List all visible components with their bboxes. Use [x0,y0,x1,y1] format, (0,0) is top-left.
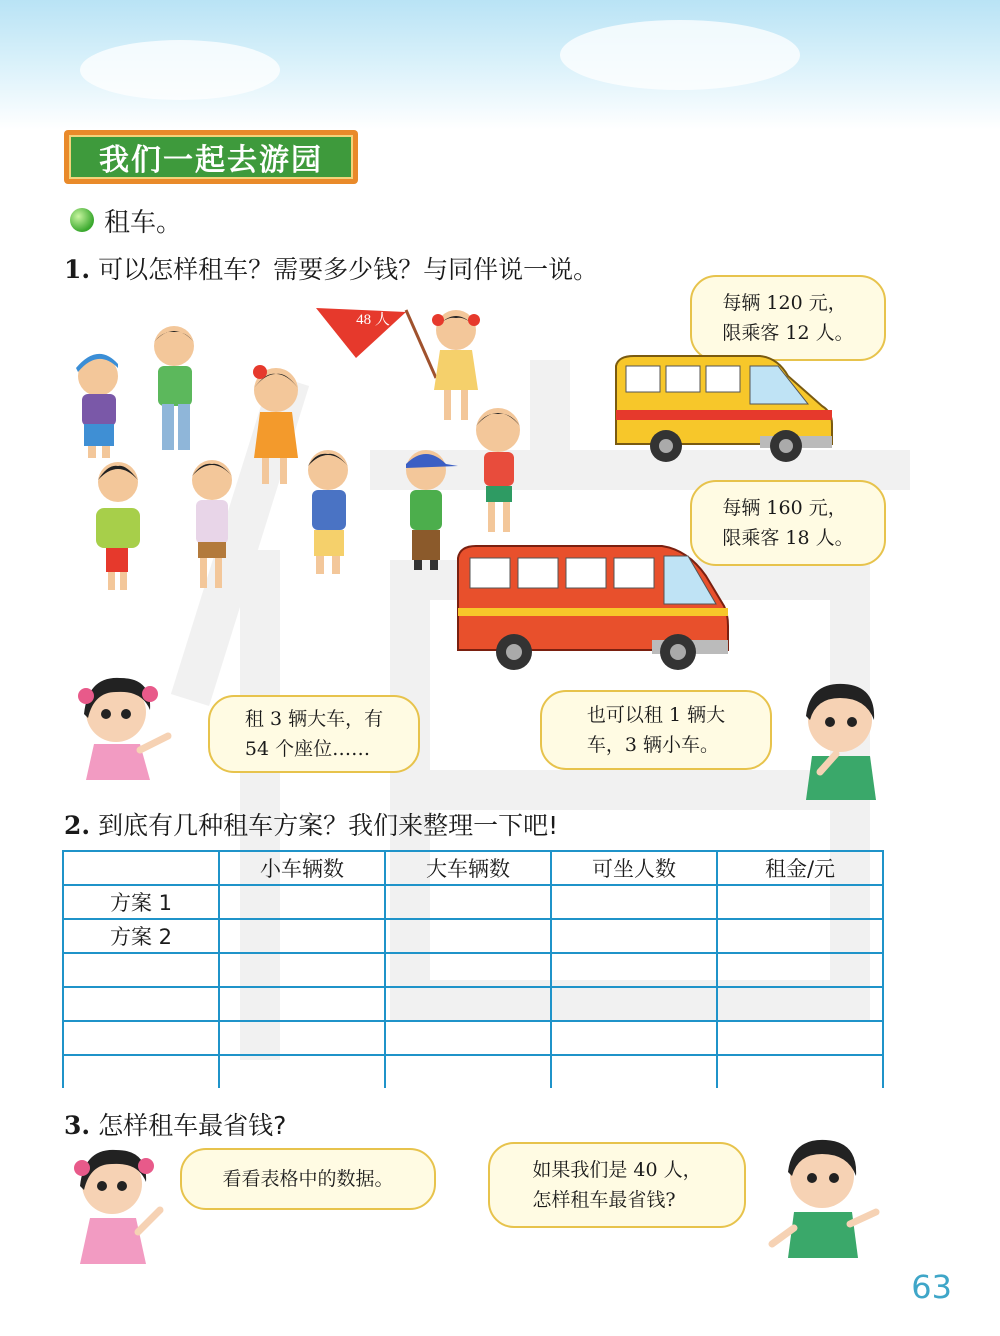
cloud-decoration [560,20,800,90]
table-cell[interactable] [717,1055,883,1088]
lesson-title-badge [64,130,358,184]
table-header-cell: 可坐人数 [551,851,717,885]
section-heading: 租车。 [104,208,183,238]
table-cell[interactable] [717,1021,883,1055]
boy-character-illustration [790,676,890,802]
table-header-cell: 大车辆数 [385,851,551,885]
table-row [63,953,883,987]
table-cell[interactable] [219,1055,385,1088]
table-cell[interactable] [63,1021,219,1055]
table-cell[interactable] [385,953,551,987]
girl-speech-bubble-2 [180,1148,436,1210]
table-cell[interactable] [717,987,883,1021]
small-bus-price-text: 每辆 120 元， 限乘客 12 人。 [722,292,854,344]
table-cell[interactable] [219,1021,385,1055]
table-cell-label: 方案 1 [63,885,219,919]
question-1-text: 可以怎样租车？需要多少钱？与同伴说一说。 [98,255,599,284]
girl-speech-text-2: 看看表格中的数据。 [222,1168,394,1190]
table-header-cell: 租金/元 [717,851,883,885]
question-1-number: 1. [64,255,91,284]
boy-speech-text-2: 如果我们是 40 人， 怎样租车最省钱? [532,1159,702,1211]
table-cell[interactable] [551,953,717,987]
table-cell[interactable] [717,953,883,987]
boy-character-illustration-2 [768,1132,882,1260]
question-2 [64,806,558,842]
table-cell[interactable] [63,953,219,987]
table-cell[interactable] [551,885,717,919]
flag-text: 48 人 [356,312,390,328]
table-cell[interactable] [219,987,385,1021]
table-cell[interactable] [385,885,551,919]
rental-plan-table [62,850,884,1088]
table-cell[interactable] [717,919,883,953]
big-bus-price-text: 每辆 160 元， 限乘客 18 人。 [722,497,854,549]
table-cell[interactable] [551,987,717,1021]
table-header-row [63,851,883,885]
table-row [63,1021,883,1055]
small-bus-illustration [610,352,836,464]
girl-speech-bubble-1 [208,695,420,773]
big-bus-illustration [452,542,732,672]
table-cell[interactable] [219,919,385,953]
table-cell[interactable] [63,987,219,1021]
small-bus-price-bubble [690,275,886,361]
girl-character-illustration-2 [64,1140,180,1268]
question-3-number: 3. [64,1111,91,1140]
boy-speech-bubble-2 [488,1142,746,1228]
question-2-text: 到底有几种租车方案？我们来整理一下吧! [98,811,559,840]
green-bullet-icon [70,208,94,232]
table-row [63,987,883,1021]
table-cell[interactable] [551,1055,717,1088]
boy-speech-bubble-1 [540,690,772,770]
table-cell-label: 方案 2 [63,919,219,953]
girl-speech-text-1: 租 3 辆大车，有 54 个座位…… [244,708,384,760]
table-cell[interactable] [551,1021,717,1055]
table-cell[interactable] [717,885,883,919]
table-header-cell: 小车辆数 [219,851,385,885]
lesson-title: 我们一起去游园 [99,143,323,178]
table-row [63,885,883,919]
question-3-text: 怎样租车最省钱? [98,1111,287,1140]
table-header-cell [63,851,219,885]
table-row [63,919,883,953]
table-row [63,1055,883,1088]
table-cell[interactable] [63,1055,219,1088]
page-number: 63 [911,1268,952,1306]
cloud-decoration [80,40,280,100]
girl-character-illustration [70,670,190,790]
table-cell[interactable] [219,953,385,987]
table-cell[interactable] [385,1021,551,1055]
table-cell[interactable] [551,919,717,953]
table-cell[interactable] [385,1055,551,1088]
boy-speech-text-1: 也可以租 1 辆大 车，3 辆小车。 [586,704,726,756]
question-2-number: 2. [64,811,91,840]
table-cell[interactable] [385,987,551,1021]
table-cell[interactable] [219,885,385,919]
question-1 [64,250,598,286]
table-cell[interactable] [385,919,551,953]
question-3 [64,1106,286,1142]
